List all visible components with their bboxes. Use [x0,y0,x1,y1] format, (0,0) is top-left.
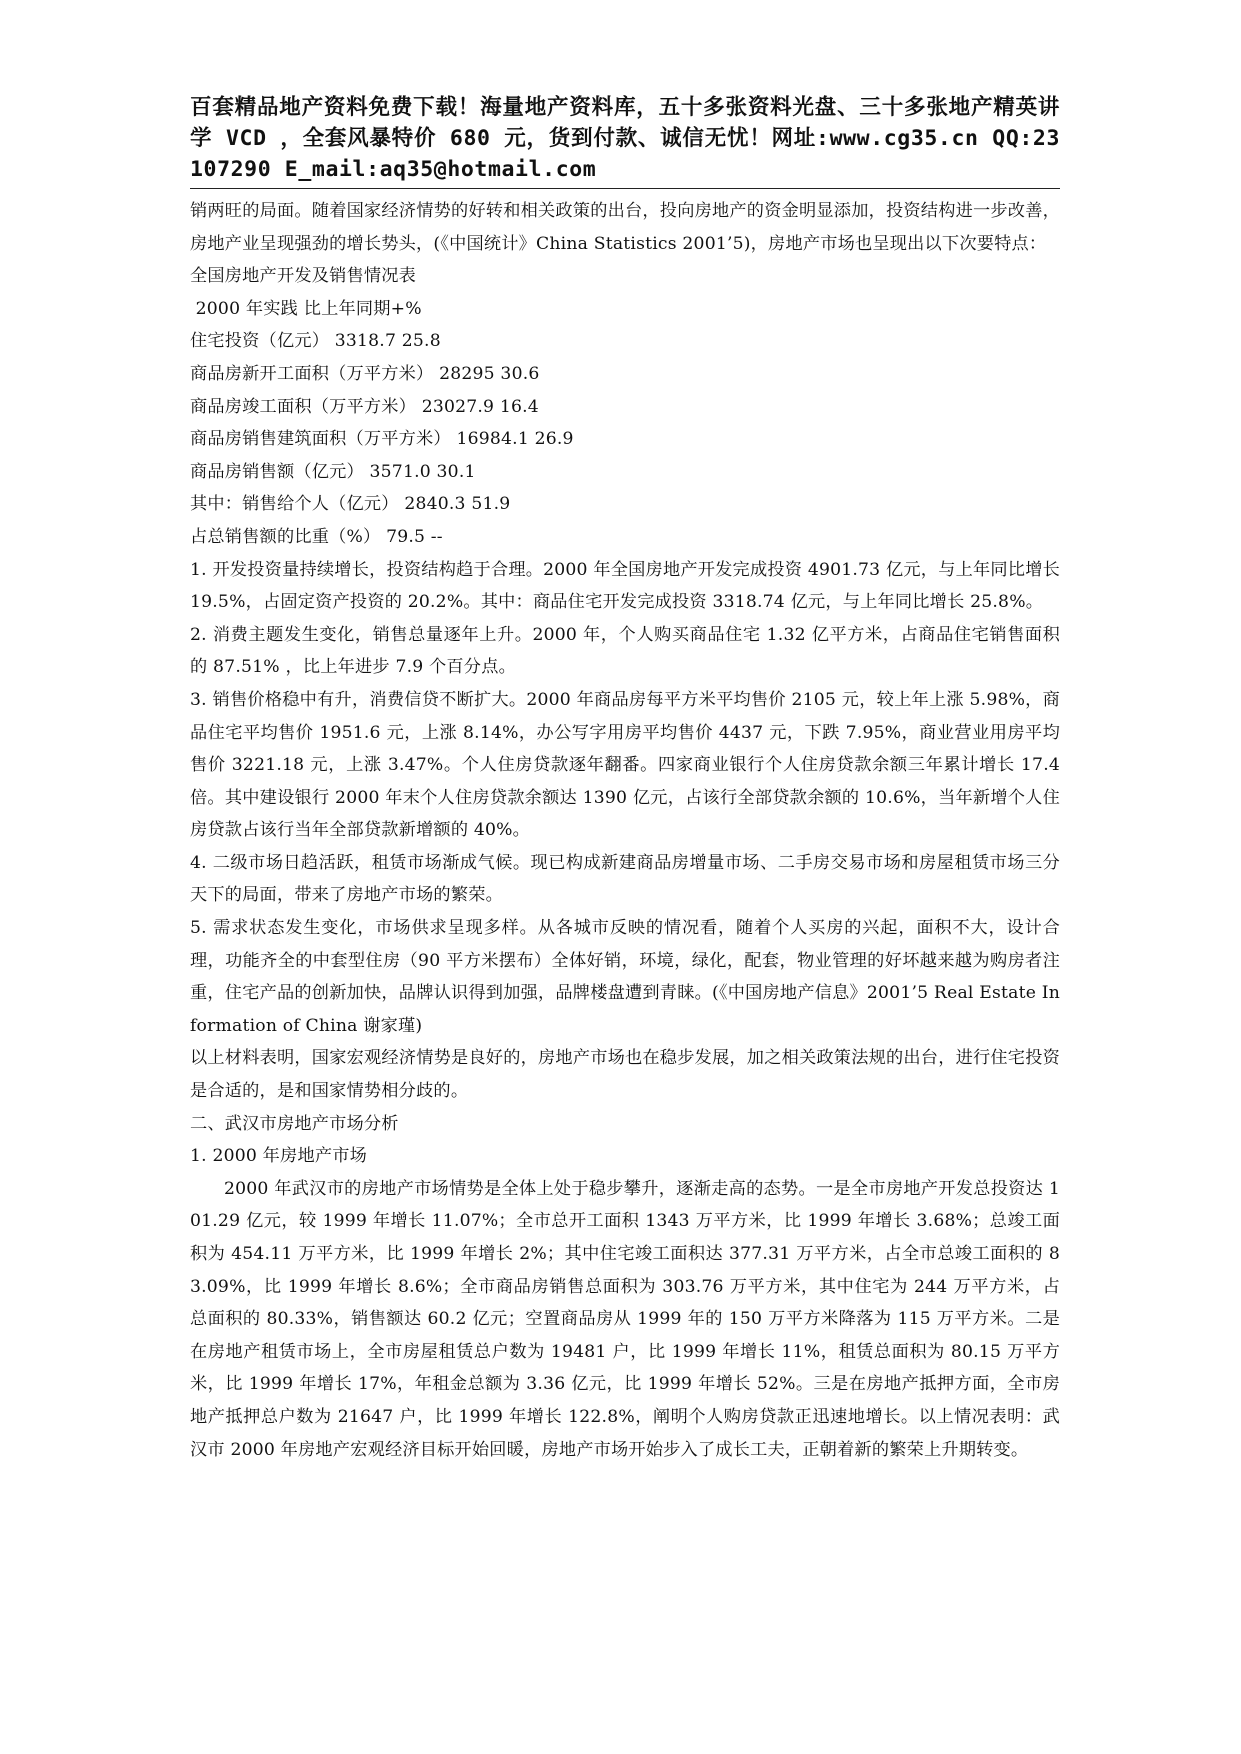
section-heading: 二、武汉市房地产市场分析 [190,1113,399,1134]
intro-paragraph: 销两旺的局面。随着国家经济情势的好转和相关政策的出台，投向房地产的资金明显添加，投资结构进一步改善，房地产业呈现强劲的增长势头，(《中国统计》China Statistics 2001’5)，房地产市场也呈现出以下次要特点： [190,201,1060,254]
document-page [190,92,1060,1466]
table-title: 全国房地产开发及销售情况表 [190,266,417,287]
point-4: 4. 二级市场日趋活跃，租赁市场渐成气候。现已构成新建商品房增量市场、二手房交易市场和房屋租赁市场三分天下的局面，带来了房地产市场的繁荣。 [190,852,1060,906]
table-row: 其中：销售给个人（亿元） 2840.3 51.9 [190,494,511,515]
table-header: 2000 年实践 比上年同期+% [190,298,422,319]
table-row: 商品房新开工面积（万平方米） 28295 30.6 [190,363,540,384]
table-row: 占总销售额的比重（%） 79.5 -- [190,526,443,547]
analysis-paragraph: 2000 年武汉市的房地产市场情势是全体上处于稳步攀升，逐渐走高的态势。一是全市房地产开发总投资达 101.29 亿元，较 1999 年增长 11.07%；全市总开工面积 1343 万平方米，比 1999 年增长 3.68%；总竣工面积为 454.11 万平方米，比 1999 年增长 2%；其中住宅竣工面积达 377.31 万平方米，占全市总竣工面积的 83.09%，比 1999 年增长 8.6%；全市商品房销售总面积为 303.76 万平方米，其中住宅为 244 万平方米，占总面积的 80.33%，销售额达 60.2 亿元；空置商品房从 1999 年的 150 万平方米降落为 115 万平方米。二是在房地产租赁市场上，全市房屋租赁总户数为 19481 户，比 1999 年增长 11%，租赁总面积为 80.15 万平方米，比 1999 年增长 17%，年租金总额为 3.36 亿元，比 1999 年增长 52%。三是在房地产抵押方面，全市房地产抵押总户数为 21647 户，比 1999 年增长 122.8%，阐明个人购房贷款正迅速地增长。以上情况表明：武汉市 2000 年房地产宏观经济目标开始回暖，房地产市场开始步入了成长工夫，正朝着新的繁荣上升期转变。 [190,1178,1060,1460]
table-row: 住宅投资（亿元） 3318.7 25.8 [190,331,441,352]
point-2: 2. 消费主题发生变化，销售总量逐年上升。2000 年，个人购买商品住宅 1.32 亿平方米，占商品住宅销售面积的 87.51% ，比上年进步 7.9 个百分点。 [190,624,1060,678]
conclusion-paragraph: 以上材料表明，国家宏观经济情势是良好的，房地产市场也在稳步发展，加之相关政策法规的出台，进行住宅投资是合适的，是和国家情势相分歧的。 [190,1048,1060,1102]
advertisement-banner: 百套精品地产资料免费下载！海量地产资料库，五十多张资料光盘、三十多张地产精英讲学 VCD ，全套风暴特价 680 元，货到付款、诚信无忧！网址:www.cg35.cn QQ:23107290 E_mail:aq35@hotmail.com [190,95,1060,182]
table-row: 商品房销售额（亿元） 3571.0 30.1 [190,461,476,482]
subsection-heading: 1. 2000 年房地产市场 [190,1146,367,1167]
table-row: 商品房销售建筑面积（万平方米） 16984.1 26.9 [190,429,574,450]
sales-table [190,325,1060,553]
document-body [190,195,1060,1466]
header-divider [190,188,1060,189]
point-1: 1. 开发投资量持续增长，投资结构趋于合理。2000 年全国房地产开发完成投资 4901.73 亿元，与上年同比增长 19.5%，占固定资产投资的 20.2%。其中：商品住宅开发完成投资 3318.74 亿元，与上年同比增长 25.8%。 [190,559,1060,613]
table-row: 商品房竣工面积（万平方米） 23027.9 16.4 [190,396,539,417]
point-5: 5. 需求状态发生变化，市场供求呈现多样。从各城市反映的情况看，随着个人买房的兴起，面积不大，设计合理，功能齐全的中套型住房（90 平方米摆布）全体好销，环境，绿化，配套，物业管理的好坏越来越为购房者注重，住宅产品的创新加快，品牌认识得到加强，品牌楼盘遭到青睐。(《中国房地产信息》2001’5 Real Estate Information of China 谢家瑾) [190,918,1060,1036]
point-3: 3. 销售价格稳中有升，消费信贷不断扩大。2000 年商品房每平方米平均售价 2105 元，较上年上涨 5.98%，商品住宅平均售价 1951.6 元，上涨 8.14%，办公写字用房平均售价 4437 元，下跌 7.95%，商业营业用房平均售价 3221.18 元，上涨 3.47%。个人住房贷款逐年翻番。四家商业银行个人住房贷款余额三年累计增长 17.4 倍。其中建设银行 2000 年末个人住房贷款余额达 1390 亿元，占该行全部贷款余额的 10.6%，当年新增个人住房贷款占该行当年全部贷款新增额的 40%。 [190,689,1060,841]
